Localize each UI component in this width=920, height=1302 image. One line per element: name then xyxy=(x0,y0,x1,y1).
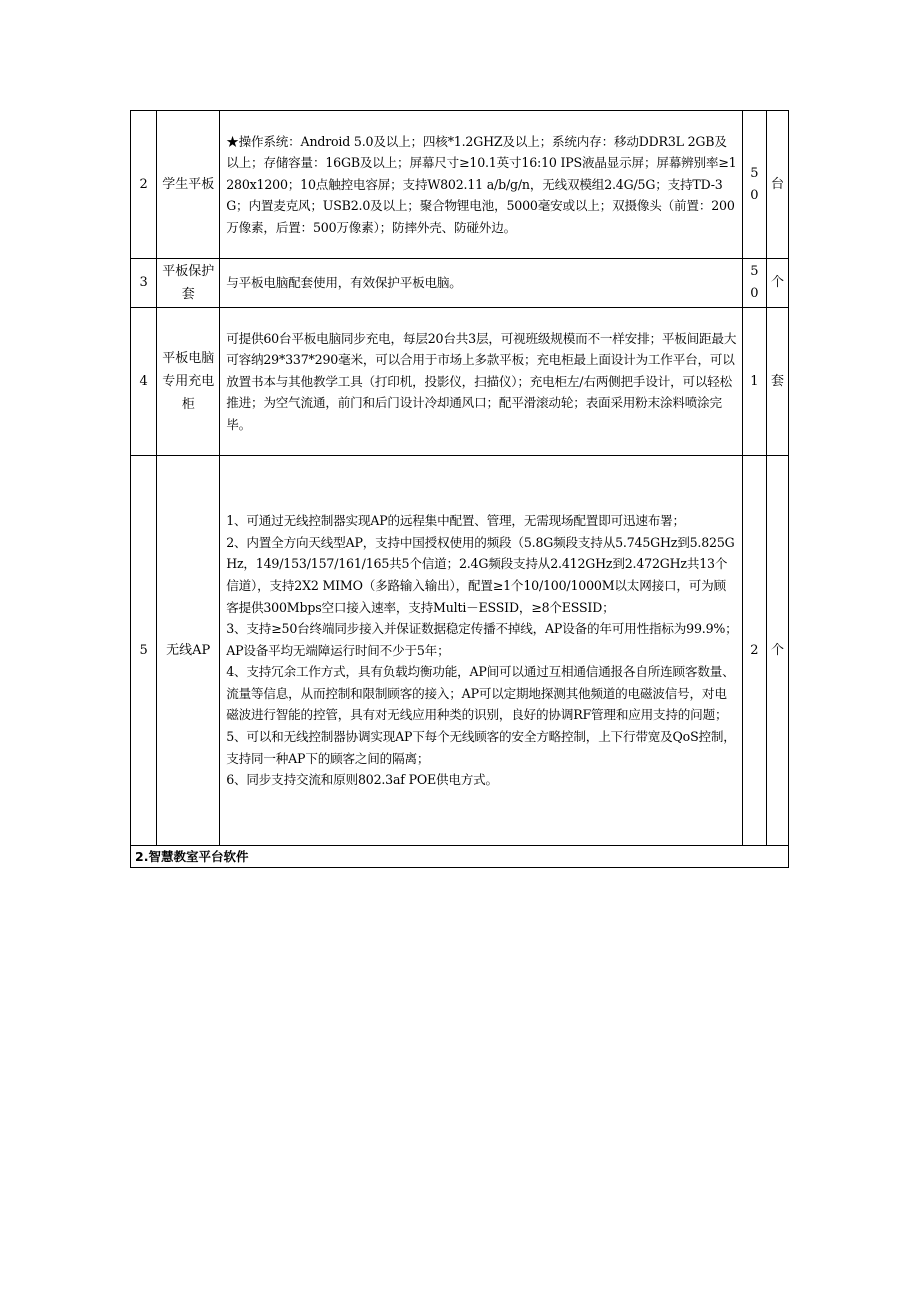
table-row xyxy=(131,456,789,846)
section-title: 2.智慧教室平台软件 xyxy=(131,846,789,868)
item-name: 无线AP xyxy=(157,456,220,846)
equipment-spec-table xyxy=(130,110,789,868)
item-description xyxy=(220,111,743,259)
item-number: 3 xyxy=(131,259,157,308)
item-name: 平板保护套 xyxy=(157,259,220,308)
description-paragraph: 4、支持冗余工作方式，具有负载均衡功能，AP间可以通过互相通信通报各自所连顾客数量、流量等信息，从而控制和限制顾客的接入；AP可以定期地探测其他频道的电磁波信号，对电磁波进行智能的控管，具有对无线应用种类的识别，良好的协调RF管理和应用支持的问题； xyxy=(226,664,735,723)
description-paragraph: 1、可通过无线控制器实现AP的远程集中配置、管理，无需现场配置即可迅速布署； xyxy=(226,513,685,529)
item-number: 4 xyxy=(131,308,157,456)
table-row xyxy=(131,259,789,308)
section-header-row xyxy=(131,846,789,868)
item-number: 2 xyxy=(131,111,157,259)
item-unit: 台 xyxy=(766,111,788,259)
item-description xyxy=(220,259,743,308)
item-quantity: 2 xyxy=(742,456,766,846)
item-unit: 个 xyxy=(766,259,788,308)
item-name: 学生平板 xyxy=(157,111,220,259)
description-paragraph: 3、支持≥50台终端同步接入并保证数据稳定传播不掉线，AP设备的年可用性指标为99.9%；AP设备平均无端障运行时间不少于5年； xyxy=(226,621,738,658)
item-description xyxy=(220,308,743,456)
item-quantity: 50 xyxy=(742,111,766,259)
item-quantity: 50 xyxy=(742,259,766,308)
description-paragraph: 5、可以和无线控制器协调实现AP下每个无线顾客的安全方略控制，上下行带宽及QoS控制，支持同一种AP下的顾客之间的隔离； xyxy=(226,729,736,766)
item-unit: 个 xyxy=(766,456,788,846)
description-paragraph: 6、同步支持交流和原则802.3af POE供电方式。 xyxy=(226,772,498,788)
item-number: 5 xyxy=(131,456,157,846)
item-quantity: 1 xyxy=(742,308,766,456)
description-paragraph: ★操作系统：Android 5.0及以上；四核*1.2GHZ及以上；系统内存：移动DDR3L 2GB及以上；存储容量：16GB及以上；屏幕尺寸≥10.1英寸16:10 IPS液晶显示屏；屏幕辨别率≥1280x1200；10点触控电容屏；支持W802.11 a/b/g/n，无线双模组2.4G/5G；支持TD-3G；内置麦克风；USB2.0及以上；聚合物锂电池，5000毫安或以上；双摄像头（前置：200万像素，后置：500万像素）；防摔外壳、防碰外边。 xyxy=(226,133,737,235)
table-row xyxy=(131,111,789,259)
item-description xyxy=(220,456,743,846)
description-paragraph: 可提供60台平板电脑同步充电，每层20台共3层，可视班级规模而不一样安排；平板间距最大可容纳29*337*290毫米，可以合用于市场上多款平板；充电柜最上面设计为工作平台，可以放置书本与其他教学工具（打印机，投影仪，扫描仪）；充电柜左/右两侧把手设计，可以轻松推进；为空气流通，前门和后门设计冷却通风口；配平滑滚动轮；表面采用粉末涂料喷涂完毕。 xyxy=(226,330,737,432)
description-paragraph: 2、内置全方向天线型AP，支持中国授权使用的频段（5.8G频段支持从5.745GHz到5.825GHz，149/153/157/161/165共5个信道；2.4G频段支持从2.412GHz到2.472GHz共13个信道），支持2X2 MIMO（多路输入输出），配置≥1个10/100/1000M以太网接口，可为顾客提供300Mbps空口接入速率，支持Multi－ESSID，≥8个ESSID； xyxy=(226,534,735,615)
description-paragraph: 与平板电脑配套使用，有效保护平板电脑。 xyxy=(226,275,462,291)
item-unit: 套 xyxy=(766,308,788,456)
item-name: 平板电脑专用充电柜 xyxy=(157,308,220,456)
table-row xyxy=(131,308,789,456)
